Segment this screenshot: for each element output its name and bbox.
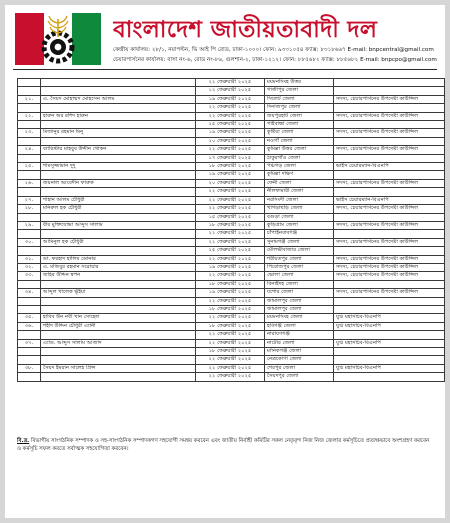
date-cell: ১৯ ফেব্রুয়ারী ২০২৫ — [196, 95, 265, 103]
serial-cell — [18, 373, 41, 381]
position-cell: সদস্য, চেয়ারপার্সনের উপদেষ্টা কাউন্সিল — [334, 179, 445, 187]
table-row — [18, 171, 445, 179]
district-cell: পিরোজপুর জেলা — [265, 263, 334, 271]
serial-cell: ২৮. — [18, 205, 41, 213]
leader-name-cell — [41, 121, 196, 129]
leader-name-cell: সৈয়দ ইমরান সালেহ প্রিন্স — [41, 364, 196, 372]
district-cell: কুমিল্লা দক্ষিণ — [265, 171, 334, 179]
table-row — [18, 305, 445, 313]
date-cell: ২২ ফেব্রুয়ারী ২০২৫ — [196, 230, 265, 238]
footnote — [17, 437, 433, 453]
position-cell — [334, 79, 445, 87]
serial-cell: ৩৬. — [18, 322, 41, 330]
table-row — [18, 263, 445, 271]
date-cell: ১৯ ফেব্রুয়ারী ২০২৫ — [196, 171, 265, 179]
serial-cell: ৩৪. — [18, 289, 41, 297]
table-row — [18, 339, 445, 347]
leader-name-cell — [41, 137, 196, 145]
position-cell — [334, 87, 445, 95]
position-cell — [334, 137, 445, 145]
leader-name-cell: আমিনুল হক চৌধুরী — [41, 238, 196, 246]
leader-name-cell: মনিরুল হক চৌধুরী — [41, 205, 196, 213]
district-cell: জামালপুর জেলা — [265, 305, 334, 313]
position-cell — [334, 121, 445, 129]
serial-cell: ২৬. — [18, 179, 41, 187]
district-cell: ময়মনসিংহ উত্তর — [265, 79, 334, 87]
position-cell — [334, 247, 445, 255]
date-cell: ২৫ ফেব্রুয়ারী ২০২৫ — [196, 247, 265, 255]
chairperson-office-address: চেয়ারপার্সনের কার্যালয়: বাসা নং-৬, রোড নং-৮৬, গুলশান-২, ঢাকা-১২১২। ফোন: ৮৮৫৬৮২ ফ্যাক্স: ৮৮৫৬৮২ E-mail: bnpcpo@gmail.com — [113, 57, 437, 63]
serial-cell: ২৪. — [18, 146, 41, 154]
date-cell: ২২ ফেব্রুয়ারী ২০২৫ — [196, 364, 265, 372]
table-row — [18, 230, 445, 238]
date-cell: ১৮ ফেব্রুয়ারী ২০২৫ — [196, 280, 265, 288]
table-row — [18, 322, 445, 330]
position-cell: সদস্য, চেয়ারপার্সনের উপদেষ্টা কাউন্সিল — [334, 263, 445, 271]
document-page — [5, 5, 445, 518]
leader-name-cell — [41, 188, 196, 196]
serial-cell: ৩৫. — [18, 314, 41, 322]
district-cell: শরীয়তপুর জেলা — [265, 255, 334, 263]
serial-cell: ৩২. — [18, 263, 41, 271]
district-cell: গাইবান্ধা জেলা — [265, 121, 334, 129]
position-cell: যুগ্ম মহাসচিব-বিএনপি — [334, 322, 445, 330]
leader-name-cell: বীর মুক্তিযোদ্ধা আব্দুস সালাম — [41, 221, 196, 229]
serial-cell: ২৯. — [18, 221, 41, 229]
leader-name-cell — [41, 331, 196, 339]
table-row — [18, 373, 445, 381]
district-cell: জয়পুরহাট জেলা — [265, 112, 334, 120]
header-divider — [13, 69, 437, 70]
position-cell: যুগ্ম মহাসচিব-বিএনপি — [334, 339, 445, 347]
table-row — [18, 255, 445, 263]
table-row — [18, 196, 445, 204]
district-cell: নেত্রকোণা জেলা — [265, 356, 334, 364]
position-cell: সদস্য, চেয়ারপার্সনের উপদেষ্টা কাউন্সিল — [334, 112, 445, 120]
district-cell: মৌলভীবাজার জেলা — [265, 247, 334, 255]
table-row — [18, 205, 445, 213]
district-cell: ঠাকুরগাঁও জেলা — [265, 154, 334, 162]
serial-cell — [18, 356, 41, 364]
serial-cell — [18, 188, 41, 196]
serial-cell — [18, 121, 41, 129]
serial-cell — [18, 104, 41, 112]
leader-name-cell — [41, 356, 196, 364]
date-cell: ১৮ ফেব্রুয়ারী ২০২৫ — [196, 163, 265, 171]
serial-cell: ৩১. — [18, 255, 41, 263]
leader-name-cell: জয়নাল আবেদীন ফারুক — [41, 179, 196, 187]
position-cell: সদস্য, চেয়ারপার্সনের উপদেষ্টা কাউন্সিল — [334, 129, 445, 137]
footnote-text: বিভাগীয় সাংগঠনিক সম্পাদক ও সহ-সাংগঠনিক সম্পাদকগণ সহযোগী সমন্বয় করবেন এবং জাতীয় নির্বাহী কমিটির সকল নেতৃবৃন্দ নিজ নিজ জেলার কর্মসূচিতে প্রত্যক্ষভাবে অংশগ্রহণ করবেন ও কর্মসূচি সফল করতে সর্বাত্মক সহযোগিতা করবেন। — [17, 438, 430, 452]
table-row — [18, 272, 445, 280]
district-cell: নীলফামারী জেলা — [265, 188, 334, 196]
district-cell: দিনাজপুর জেলা — [265, 104, 334, 112]
table-row — [18, 188, 445, 196]
date-cell: ১৮ ফেব্রুয়ারী ২০২৫ — [196, 322, 265, 330]
date-cell: ১৮ ফেব্রুয়ারী ২০২৫ — [196, 348, 265, 356]
position-cell: সদস্য, চেয়ারপার্সনের উপদেষ্টা কাউন্সিল — [334, 146, 445, 154]
table-row — [18, 221, 445, 229]
position-cell — [334, 213, 445, 221]
leader-name-cell: শাহান আলম চৌধুরী — [41, 196, 196, 204]
leader-name-cell — [41, 305, 196, 313]
district-cell: খাগড়াছড়ি জেলা — [265, 205, 334, 213]
date-cell: ২২ ফেব্রুয়ারী ২০২৫ — [196, 188, 265, 196]
leader-name-cell — [41, 104, 196, 112]
serial-cell: ৩৩. — [18, 272, 41, 280]
serial-cell — [18, 331, 41, 339]
district-cell: বিনাইদহ জেলা — [265, 280, 334, 288]
date-cell: ২২ ফেব্রুয়ারী ২০২৫ — [196, 196, 265, 204]
leader-name-cell: এ. মজিবুর রহমান সরোয়ার — [41, 263, 196, 271]
leader-name-cell: হারুন অর রশিদ হারুন — [41, 112, 196, 120]
serial-cell: ২৫. — [18, 163, 41, 171]
leader-name-cell: ডা. ফরহাদ হালিম ডোনার — [41, 255, 196, 263]
table-row — [18, 104, 445, 112]
leader-name-cell — [41, 373, 196, 381]
table-row — [18, 280, 445, 288]
position-cell — [334, 104, 445, 112]
date-cell: ২২ ফেব্রুয়ারী ২০২৫ — [196, 339, 265, 347]
date-cell: ১৯ ফেব্রুয়ারী ২০২৫ — [196, 129, 265, 137]
serial-cell: ২২. — [18, 112, 41, 120]
serial-cell: ২১. — [18, 95, 41, 103]
position-cell — [334, 230, 445, 238]
central-office-address: কেন্দ্রীয় কার্যালয়: ২৮/১, নয়াপল্টন, ভি আই পি রোড, ঢাকা-১০০০। ফোন: ৯৩৩১০৫৪ ফ্যাক্স: ৮৩১৮৬৬৭ E-mail: bnpcentral@gmail.com — [113, 47, 434, 53]
table-row — [18, 238, 445, 246]
leader-name-cell — [41, 280, 196, 288]
serial-cell — [18, 297, 41, 305]
leader-name-cell — [41, 213, 196, 221]
table-row — [18, 356, 445, 364]
serial-cell — [18, 348, 41, 356]
table-row — [18, 179, 445, 187]
date-cell: ২২ ফেব্রুয়ারী ২০২৫ — [196, 79, 265, 87]
position-cell — [334, 171, 445, 179]
serial-cell — [18, 87, 41, 95]
district-cell: সিলেট জেলা — [265, 95, 334, 103]
district-cell: সুনামগঞ্জ জেলা — [265, 238, 334, 246]
leader-name-cell: শহীদ উদ্দিন চৌধুরী এ্যানী — [41, 322, 196, 330]
position-cell — [334, 280, 445, 288]
serial-cell — [18, 171, 41, 179]
date-cell: ১৯ ফেব্রুয়ারী ২০২৫ — [196, 263, 265, 271]
position-cell — [334, 297, 445, 305]
serial-cell: ৩৮. — [18, 364, 41, 372]
leader-name-cell — [41, 247, 196, 255]
date-cell: ১৯ ফেব্রুয়ারী ২০২৫ — [196, 289, 265, 297]
position-cell: সদস্য, চেয়ারপার্সনের উপদেষ্টা কাউন্সিল — [334, 272, 445, 280]
table-row — [18, 146, 445, 154]
district-cell: নওগাঁ জেলা — [265, 137, 334, 145]
district-cell: ফেনী জেলা — [265, 179, 334, 187]
position-cell: যুগ্ম মহাসচিব-বিএনপি — [334, 314, 445, 322]
date-cell: ১৮ ফেব্রুয়ারী ২০২৫ — [196, 305, 265, 313]
position-cell — [334, 331, 445, 339]
date-cell: ২২ ফেব্রুয়ারী ২০২৫ — [196, 205, 265, 213]
leader-name-cell — [41, 171, 196, 179]
table-row — [18, 213, 445, 221]
district-cell: চাঁপাইনবাবগঞ্জ — [265, 230, 334, 238]
table-row — [18, 121, 445, 129]
date-cell: ২২ ফেব্রুয়ারী ২০২৫ — [196, 356, 265, 364]
leader-name-cell — [41, 297, 196, 305]
district-cell: কুমিল্লা উত্তর জেলা — [265, 146, 334, 154]
bnp-paddy-sheaf-emblem-icon — [15, 13, 101, 65]
table-row — [18, 247, 445, 255]
position-cell: ভাইস চেয়ারম্যান-বিএনপি — [334, 163, 445, 171]
table-row — [18, 289, 445, 297]
leader-name-cell — [41, 348, 196, 356]
table-row — [18, 87, 445, 95]
position-cell: সদস্য, চেয়ারপার্সনের উপদেষ্টা কাউন্সিল — [334, 238, 445, 246]
serial-cell: ৩৭. — [18, 339, 41, 347]
serial-cell: ২৩. — [18, 129, 41, 137]
leader-name-cell — [41, 154, 196, 162]
leader-name-cell — [41, 230, 196, 238]
leader-name-cell — [41, 79, 196, 87]
serial-cell — [18, 213, 41, 221]
leader-name-cell: জহির উদ্দিন স্বপন — [41, 272, 196, 280]
program-schedule-table — [17, 78, 445, 382]
date-cell: ২০ ফেব্রুয়ারী ২০২৫ — [196, 137, 265, 145]
position-cell: সদস্য, চেয়ারপার্সনের উপদেষ্টা কাউন্সিল — [334, 95, 445, 103]
date-cell: ১৮ ফেব্রুয়ারী ২০২৫ — [196, 221, 265, 229]
position-cell: সদস্য, চেয়ারপার্সনের উপদেষ্টা কাউন্সিল — [334, 289, 445, 297]
serial-cell — [18, 247, 41, 255]
table-row — [18, 137, 445, 145]
leader-name-cell: এ. সৈয়দ মোহাম্মদ মোহসেন আলম — [41, 95, 196, 103]
date-cell: ১২ ফেব্রুয়ারী ২০২৫ — [196, 87, 265, 95]
position-cell — [334, 305, 445, 313]
position-cell: ভাইস চেয়ারম্যান-বিএনপি — [334, 196, 445, 204]
serial-cell — [18, 154, 41, 162]
leader-name-cell: আব্দুল খালেক ভূঁইয়া — [41, 289, 196, 297]
date-cell: ২২ ফেব্রুয়ারী ২০২৫ — [196, 104, 265, 112]
serial-cell — [18, 79, 41, 87]
serial-cell — [18, 305, 41, 313]
leader-name-cell: হাবিব উন নবী খান সোহেল — [41, 314, 196, 322]
table-row — [18, 314, 445, 322]
position-cell: সদস্য, চেয়ারপার্সনের উপদেষ্টা কাউন্সিল — [334, 205, 445, 213]
table-row — [18, 129, 445, 137]
position-cell: সদস্য, চেয়ারপার্সনের উপদেষ্টা কাউন্সিল — [334, 221, 445, 229]
district-cell: পঞ্চগড় জেলা — [265, 163, 334, 171]
serial-cell: ৩০. — [18, 238, 41, 246]
position-cell — [334, 356, 445, 364]
position-cell — [334, 154, 445, 162]
party-name: বাংলাদেশ জাতীয়তাবাদী দল — [113, 16, 378, 43]
table-row — [18, 163, 445, 171]
leader-name-cell: এ্যাড. আব্দুস সালাম আজাদ — [41, 339, 196, 347]
table-row — [18, 154, 445, 162]
district-cell: যশোর জেলা — [265, 289, 334, 297]
date-cell: ২৫ ফেব্রুয়ারী ২০২৫ — [196, 121, 265, 129]
date-cell: ২২ ফেব্রুয়ারী ২০২৫ — [196, 255, 265, 263]
date-cell: ২২ ফেব্রুয়ারী ২০২৫ — [196, 272, 265, 280]
date-cell: ১৭ ফেব্রুয়ারী ২০২৫ — [196, 154, 265, 162]
district-cell: কুষ্টিয়া জেলা — [265, 129, 334, 137]
district-cell: ময়মনসিংহ জেলা — [265, 314, 334, 322]
table-row — [18, 348, 445, 356]
position-cell — [334, 373, 445, 381]
district-cell: কুড়িগ্রাম জেলা — [265, 221, 334, 229]
district-cell: নাটোর জেলা — [265, 339, 334, 347]
district-cell: নারায়ণগঞ্জ — [265, 331, 334, 339]
date-cell: ২০ ফেব্রুয়ারী ২০২৫ — [196, 179, 265, 187]
district-cell: হবিগঞ্জ জেলা — [265, 322, 334, 330]
date-cell: ২২ ফেব্রুয়ারী ২০২৫ — [196, 373, 265, 381]
district-cell: জামালপুর জেলা — [265, 297, 334, 305]
table-row — [18, 297, 445, 305]
leader-name-cell: মিজানুর রহমান মিনু — [41, 129, 196, 137]
position-cell: সদস্য, চেয়ারপার্সনের উপদেষ্টা কাউন্সিল — [334, 255, 445, 263]
district-cell: বগুড়া জেলা — [265, 213, 334, 221]
leader-name-cell: শামসুজ্জামান দুদু — [41, 163, 196, 171]
district-cell: শেরপুর জেলা — [265, 364, 334, 372]
serial-cell — [18, 280, 41, 288]
footnote-label: বি.দ্র. — [17, 438, 30, 444]
leader-name-cell: ব্যারিস্টার মাহবুব উদ্দীন খোকন — [41, 146, 196, 154]
date-cell: ২২ ফেব্রুয়ারী ২০২৫ — [196, 331, 265, 339]
date-cell: ২২ ফেব্রুয়ারী ২০২৫ — [196, 238, 265, 246]
table-row — [18, 79, 445, 87]
district-cell: নরসিংদী জেলা — [265, 196, 334, 204]
table-row — [18, 364, 445, 372]
position-cell — [334, 188, 445, 196]
district-cell: ভোলা জেলা — [265, 272, 334, 280]
table-row — [18, 331, 445, 339]
serial-cell — [18, 137, 41, 145]
date-cell: ১৫ ফেব্রুয়ারী ২০২৫ — [196, 213, 265, 221]
table-row — [18, 95, 445, 103]
district-cell: মানিকগঞ্জ জেলা — [265, 348, 334, 356]
leader-name-cell — [41, 87, 196, 95]
date-cell: ২২ ফেব্রুয়ারী ২০২৫ — [196, 146, 265, 154]
date-cell: ২২ ফেব্রুয়ারী ২০২৫ — [196, 112, 265, 120]
position-cell — [334, 348, 445, 356]
serial-cell: ২৭. — [18, 196, 41, 204]
district-cell: গাজীপুর জেলা — [265, 87, 334, 95]
table-row — [18, 112, 445, 120]
position-cell: যুগ্ম মহাসচিব-বিএনপি — [334, 364, 445, 372]
serial-cell — [18, 230, 41, 238]
letterhead — [5, 5, 445, 69]
date-cell: ২২ ফেব্রুয়ারী ২০২৫ — [196, 314, 265, 322]
district-cell: সৈয়দপুর জেলা — [265, 373, 334, 381]
date-cell: ২২ ফেব্রুয়ারী ২০২৫ — [196, 297, 265, 305]
